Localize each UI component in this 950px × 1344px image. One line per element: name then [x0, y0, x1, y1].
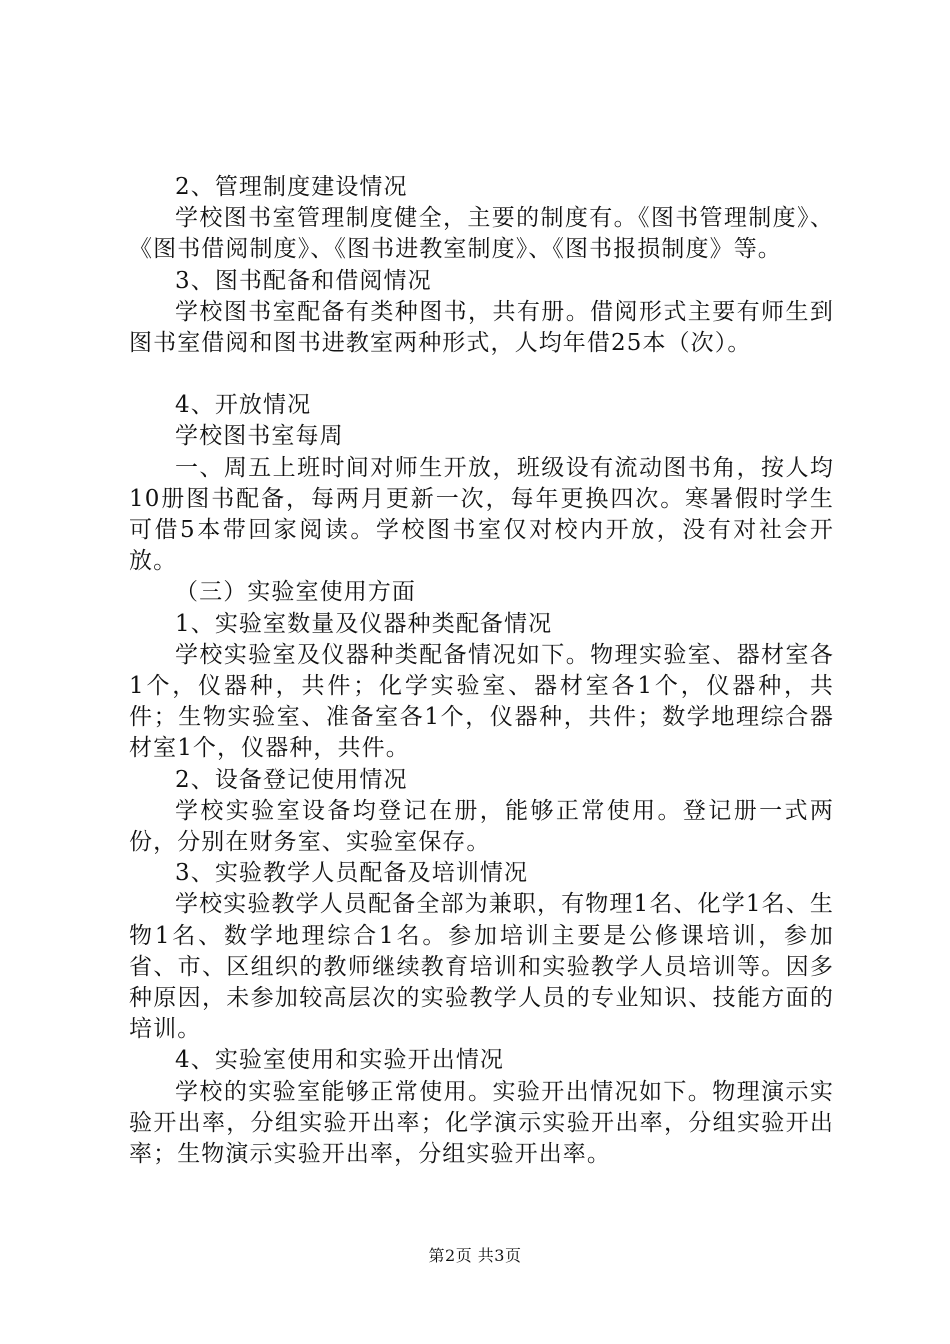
section-heading-management-system: 2、管理制度建设情况	[175, 174, 408, 200]
paragraph-opening-detail: 一、周五上班时间对师生开放，班级设有流动图书角，按人均10册图书配备，每两月更新一次，每年更换四次。寒暑假时学生可借5本带回家阅读。学校图书室仅对校内开放，没有对社会开放。	[129, 454, 834, 575]
paragraph-lab-staff: 学校实验教学人员配备全部为兼职，有物理1名、化学1名、生物1名、数学地理综合1名。参加培训主要是公修课培训，参加省、市、区组织的教师继续教育培训和实验教学人员培训等。因多种原因，未参加较高层次的实验教学人员的专业知识、技能方面的培训。	[129, 891, 834, 1043]
section-heading-opening: 4、开放情况	[175, 392, 312, 419]
paragraph-lab-count: 学校实验室及仪器种类配备情况如下。物理实验室、器材室各1个，仪器种，共件；化学实验室、器材室各1个，仪器种，共件；生物实验室、准备室各1个，仪器种，共件；数学地理综合器材室1个，仪器种，共件。	[129, 641, 834, 762]
paragraph-management-system: 学校图书室管理制度健全，主要的制度有。《图书管理制度》、《图书借阅制度》、《图书进教室制度》、《图书报损制度》等。	[129, 205, 834, 263]
section-heading-lab-staff: 3、实验教学人员配备及培训情况	[175, 860, 529, 887]
document-body	[129, 172, 834, 1170]
paragraph-book-allocation: 学校图书室配备有类种图书，共有册。借阅形式主要有师生到图书室借阅和图书进教室两种形式，人均年借25本（次）。	[129, 298, 834, 357]
paragraph-lab-experiments: 学校的实验室能够正常使用。实验开出情况如下。物理演示实验开出率，分组实验开出率；化学演示实验开出率，分组实验开出率；生物演示实验开出率，分组实验开出率。	[129, 1078, 834, 1168]
section-heading-equipment-registration: 2、设备登记使用情况	[175, 766, 408, 793]
paragraph-equipment-registration: 学校实验室设备均登记在册，能够正常使用。登记册一式两份，分别在财务室、实验室保存。	[129, 797, 834, 856]
paragraph-opening-weekly: 学校图书室每周	[175, 423, 344, 450]
section-heading-lab-experiments: 4、实验室使用和实验开出情况	[175, 1047, 505, 1074]
section-heading-lab-count: 1、实验室数量及仪器种类配备情况	[175, 610, 553, 637]
page-footer: 第2页 共3页	[428, 1246, 522, 1265]
section-heading-book-allocation: 3、图书配备和借阅情况	[175, 267, 432, 294]
section-heading-lab-usage: （三）实验室使用方面	[175, 579, 416, 606]
